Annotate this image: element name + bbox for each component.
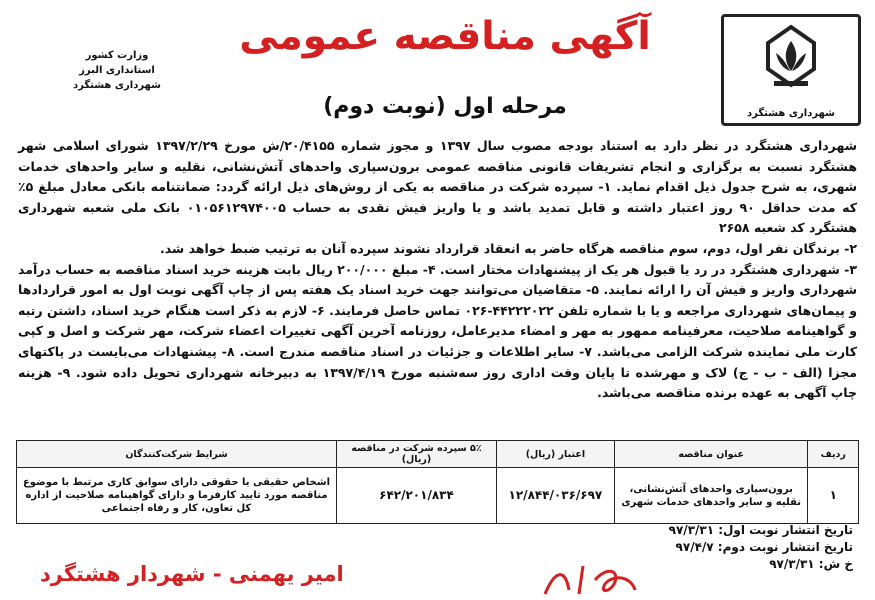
mayor-signature: امیر یهمنی - شهردار هشتگرد	[40, 562, 344, 586]
second-publish-date: تاریخ انتشار نوبت دوم: ۹۷/۴/۷	[675, 540, 853, 554]
org-line-governorate: استانداری البرز	[79, 65, 155, 76]
reference-code: خ ش: ۹۷/۳/۳۱	[769, 557, 853, 571]
cell-conditions: اشخاص حقیقی یا حقوقی دارای سوابق کاری مرتبط با موضوع مناقصه مورد تایید کارفرما و دارای گواهینامه صلاحیت از اداره کل تعاون، کار و رفاه اجتماعی	[17, 468, 337, 524]
handwritten-mark	[535, 560, 665, 600]
cell-title: برون‌سپاری واحدهای آتش‌نشانی، نقلیه و سایر واحدهای خدمات شهری	[614, 468, 808, 524]
notice-body	[18, 136, 857, 404]
header-title: عنوان مناقصه	[614, 441, 808, 468]
body-paragraph-1: شهرداری هشتگرد در نظر دارد به استناد بودجه مصوب سال ۱۳۹۷ و مجوز شماره ۲۰/۴۱۵۵/ش مورخ ۱۳۹۷/۲/۲۹ شورای اسلامی شهر هشتگرد نسبت به برگزاری و انجام تشریفات قانونی مناقصه عمومی برون‌سپاری واحدهای آتش‌نشانی، نقلیه و سایر واحدهای خدمات شهری، به شرح جدول ذیل اقدام نماید. ۱- سپرده شرکت در مناقصه به یکی از روش‌های ذیل ارائه گردد: ضمانتنامه بانکی معادل مبلغ ۵٪ که مدت حداقل ۹۰ روز اعتبار داشته و قابل تمدید باشد و یا واریز فیش نقدی به حساب ۰۱۰۵۶۱۲۹۷۴۰۰۵ بانک ملی شعبه شهرداری هشتگرد کد شعبه ۲۶۵۸	[18, 138, 858, 236]
logo-caption: شهرداری هشتگرد	[747, 108, 835, 119]
header-index: ردیف	[808, 441, 859, 468]
org-line-municipality: شهرداری هشتگرد	[73, 80, 161, 91]
notice-subtitle: مرحله اول (نوبت دوم)	[323, 94, 567, 119]
body-paragraph-3: ۳- شهرداری هشتگرد در رد یا قبول هر یک از پیشنهادات مختار است. ۴- مبلغ ۲۰۰/۰۰۰ ریال بابت هزینه خرید اسناد مناقصه به حساب درآمد شهرداری واریز و فیش آن را ارائه نمایند. ۵- متقاضیان می‌توانند جهت خرید اسناد یک هفته پس از چاپ آگهی نوبت اول به امور قراردادها و پیمان‌های شهرداری مراجعه و یا با شماره تلفن ۴۴۲۲۲۰۲۲-۰۲۶ تماس حاصل فرمایند. ۶- لازم به ذکر است هنگام خرید اسناد، داشتن رتبه و گواهینامه صلاحیت، معرفینامه ممهور به مهر و امضاء مدیرعامل، روزنامه آخرین آگهی تغییرات اعضاء شرکت، مهر شرکت و اصل و کپی کارت ملی نماینده شرکت الزامی می‌باشد. ۷- سایر اطلاعات و جزئیات در اسناد مناقصه مندرج است. ۸- پیشنهادات می‌بایست در پاکتهای مجزا (الف - ب - ج) لاک و مهرشده تا پایان وقت اداری روز سه‌شنبه مورخ ۱۳۹۷/۴/۱۹ به دبیرخانه شهرداری تحویل داده شود. ۹- هزینه چاپ آگهی به عهده برنده مناقصه می‌باشد.	[18, 261, 857, 401]
table-header-row	[17, 441, 859, 468]
first-publish-date: تاریخ انتشار نوبت اول: ۹۷/۳/۳۱	[668, 523, 853, 537]
cell-index: ۱	[808, 468, 859, 524]
notice-title: آگهی مناقصه عمومی	[239, 14, 651, 59]
municipality-logo	[721, 14, 861, 126]
organization-block	[62, 48, 172, 93]
header-deposit: ۵٪ سپرده شرکت در مناقصه (ریال)	[336, 441, 496, 468]
tender-table	[16, 440, 859, 524]
org-line-ministry: وزارت کشور	[85, 50, 149, 61]
cell-deposit: ۶۴۲/۲۰۱/۸۳۴	[336, 468, 496, 524]
leaf-emblem-icon	[756, 23, 826, 101]
publish-dates	[669, 522, 853, 573]
body-paragraph-2: ۲- برندگان نفر اول، دوم، سوم مناقصه هرگاه حاضر به انعقاد قرارداد نشوند سپرده آنان به ترتیب ضبط خواهد شد.	[159, 240, 857, 256]
header-credit: اعتبار (ریال)	[496, 441, 614, 468]
header-conditions: شرایط شرکت‌کنندگان	[17, 441, 337, 468]
cell-credit: ۱۲/۸۴۴/۰۳۶/۶۹۷	[496, 468, 614, 524]
table-row	[17, 468, 859, 524]
